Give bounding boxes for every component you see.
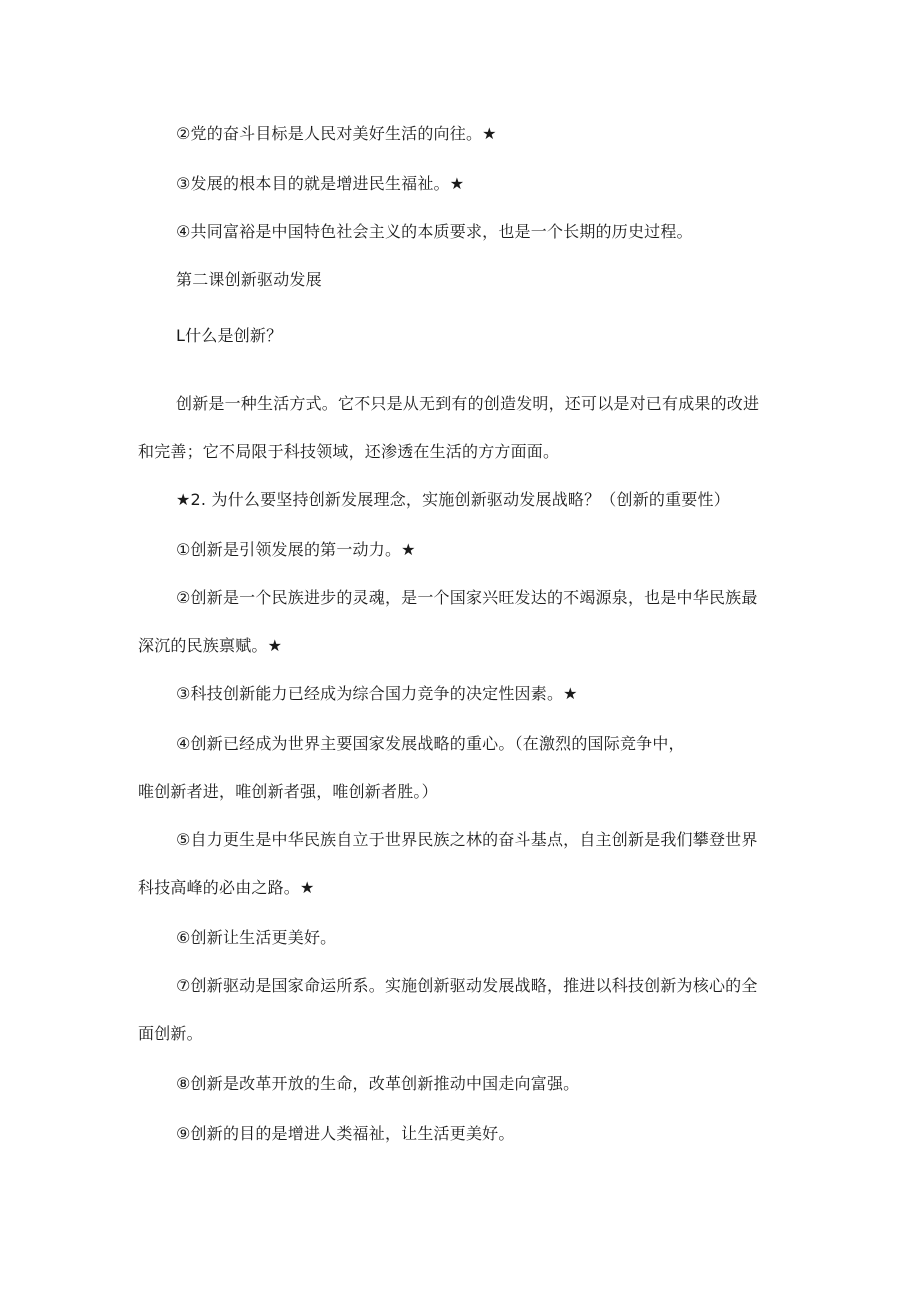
text-line-reason-5b: 科技高峰的必由之路。★: [138, 878, 315, 897]
text-line-reason-7a: ⑦创新驱动是国家命运所系。实施创新驱动发展战略，推进以科技创新为核心的全: [176, 976, 758, 995]
text-line-reason-5a: ⑤自力更生是中华民族自立于世界民族之林的奋斗基点，自主创新是我们攀登世界: [176, 830, 758, 849]
text-line-reason-6: ⑥创新让生活更美好。: [176, 928, 337, 947]
text-line-reason-3: ③科技创新能力已经成为综合国力竞争的决定性因素。★: [176, 684, 578, 703]
text-line-innovation-definition-1: 创新是一种生活方式。它不只是从无到有的创造发明，还可以是对已有成果的改进: [176, 394, 760, 413]
text-line-reason-2b: 深沉的民族禀赋。★: [138, 636, 283, 655]
lesson-heading: 第二课创新驱动发展: [176, 270, 322, 289]
text-line-reason-7b: 面创新。: [138, 1024, 203, 1043]
text-line-reason-8: ⑧创新是改革开放的生命，改革创新推动中国走向富强。: [176, 1074, 580, 1093]
text-line-reason-2a: ②创新是一个民族进步的灵魂，是一个国家兴旺发达的不竭源泉，也是中华民族最: [176, 588, 758, 607]
text-line-reason-9: ⑨创新的目的是增进人类福祉，让生活更美好。: [176, 1124, 515, 1143]
text-line-common-prosperity: ④共同富裕是中国特色社会主义的本质要求，也是一个长期的历史过程。: [176, 222, 693, 241]
text-line-reason-4b: 唯创新者进，唯创新者强，唯创新者胜。）: [138, 782, 438, 801]
text-line-reason-1: ①创新是引领发展的第一动力。★: [176, 540, 416, 559]
text-line-reason-4a: ④创新已经成为世界主要国家发展战略的重心。（在激烈的国际竞争中，: [176, 734, 685, 753]
question-1-heading: L什么是创新？: [176, 326, 283, 345]
text-line-innovation-definition-2: 和完善；它不局限于科技领域，还渗透在生活的方方面面。: [138, 442, 560, 461]
text-line-purpose: ③发展的根本目的就是增进民生福祉。★: [176, 174, 465, 193]
text-line-goal: ②党的奋斗目标是人民对美好生活的向往。★: [176, 124, 497, 143]
question-2-heading: ★2. 为什么要坚持创新发展理念，实施创新驱动发展战略？（创新的重要性）: [176, 490, 730, 509]
